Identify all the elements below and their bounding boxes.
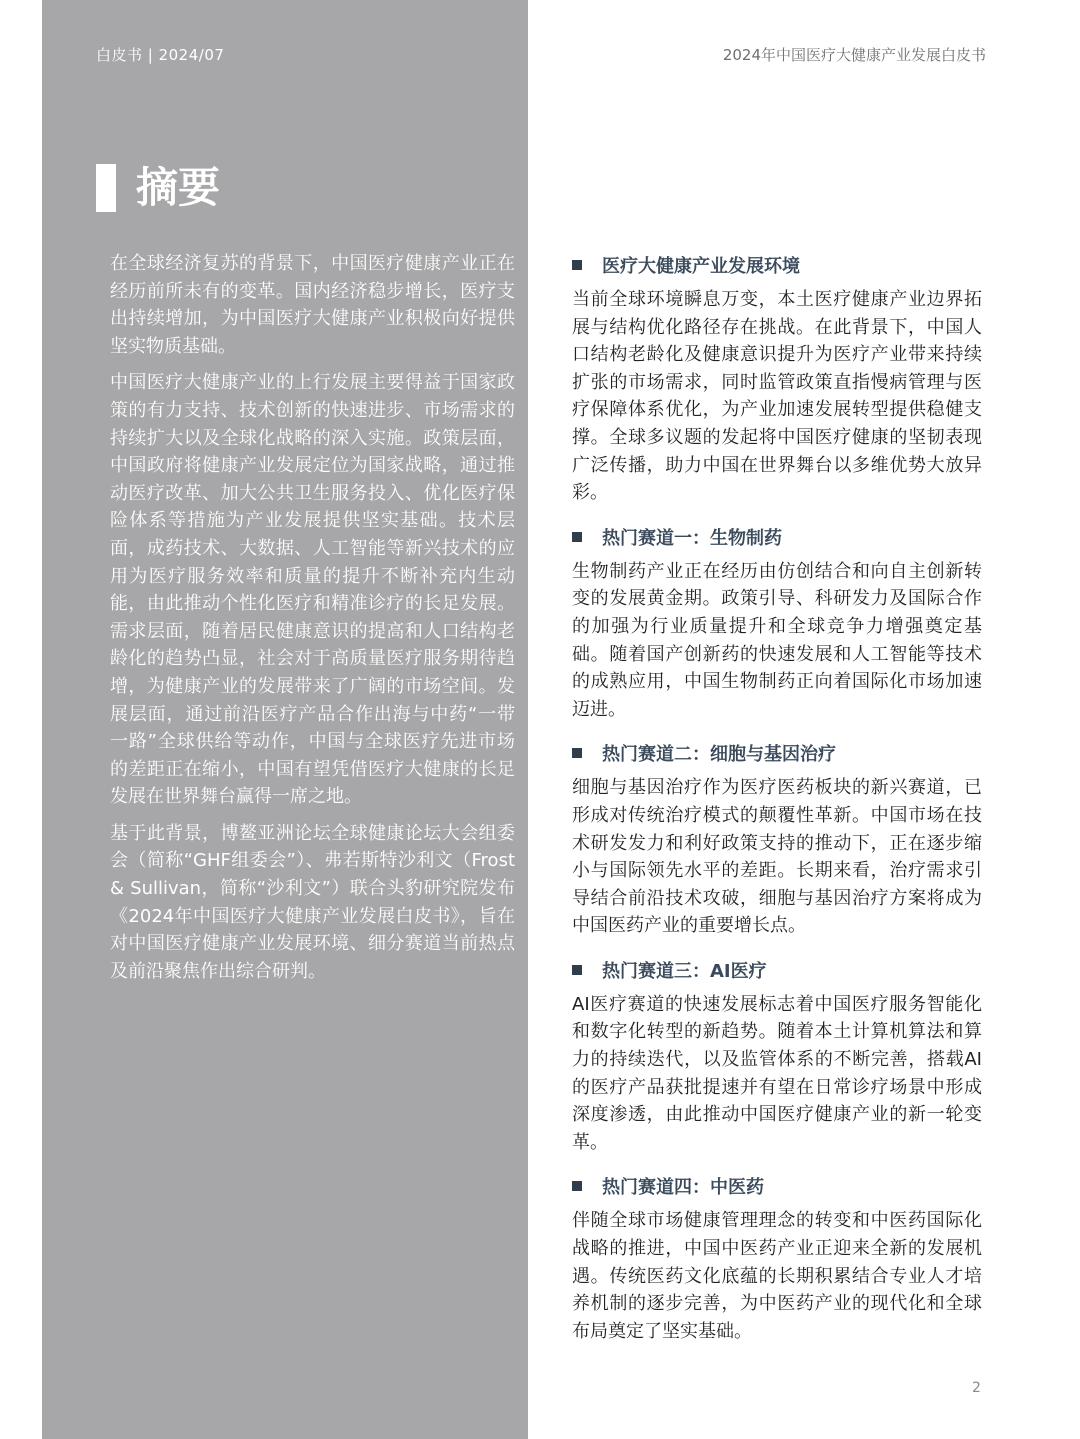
square-bullet-icon — [572, 1181, 582, 1191]
page-title-text: 摘要 — [136, 163, 221, 212]
square-bullet-icon — [572, 965, 582, 975]
section-body: 生物制药产业正在经历由仿创结合和向自主创新转变的发展黄金期。政策引导、科研发力及国际合作的加强为行业质量提升和全球竞争力增强奠定基础。随着国产创新药的快速发展和人工智能等技术的成熟应用，中国生物制药正向着国际化市场加速迈进。 — [572, 560, 982, 720]
square-bullet-icon — [572, 748, 582, 758]
section-heading — [572, 522, 982, 552]
section-heading — [572, 955, 982, 985]
section-title: 热门赛道三：AI医疗 — [602, 960, 767, 982]
section-body: AI医疗赛道的快速发展标志着中国医疗服务智能化和数字化转型的新趋势。随着本土计算机算法和算力的持续迭代，以及监管体系的不断完善，搭载AI的医疗产品获批提速并有望在日常诊疗场景中形成深度渗透，由此推动中国医疗健康产业的新一轮变革。 — [572, 993, 982, 1153]
title-bar-marker — [96, 164, 116, 212]
section-body: 伴随全球市场健康管理理念的转变和中医药国际化战略的推进，中国中医药产业正迎来全新的发展机遇。传统医药文化底蕴的长期积累结合专业人才培养机制的逐步完善，为中医药产业的现代化和全球布局奠定了坚实基础。 — [572, 1210, 982, 1342]
page-number: 2 — [972, 1380, 981, 1396]
summary-sections — [572, 250, 982, 1360]
intro-paragraph: 基于此背景，博鳌亚洲论坛全球健康论坛大会组委会（简称“GHF组委会”）、弗若斯特沙利文（Frost & Sullivan，简称“沙利文”）联合头豹研究院发布《2024年中国医疗大健康产业发展白皮书》，旨在对中国医疗健康产业发展环境、细分赛道当前热点及前沿聚焦作出综合研判。 — [110, 822, 515, 982]
page-title — [96, 160, 220, 216]
section-title: 医疗大健康产业发展环境 — [602, 256, 800, 277]
summary-intro — [110, 250, 515, 994]
section-heading — [572, 1171, 982, 1201]
header-doc-type-date: 白皮书 | 2024/07 — [96, 46, 225, 64]
section-heading — [572, 738, 982, 768]
intro-paragraph: 中国医疗大健康产业的上行发展主要得益于国家政策的有力支持、技术创新的快速进步、市场需求的持续扩大以及全球化战略的深入实施。政策层面，中国政府将健康产业发展定位为国家战略，通过推动医疗改革、加大公共卫生服务投入、优化医疗保险体系等措施为产业发展提供坚实基础。技术层面，成药技术、大数据、人工智能等新兴技术的应用为医疗服务效率和质量的提升不断补充内生动能，由此推动个性化医疗和精准诊疗的长足发展。需求层面，随着居民健康意识的提高和人口结构老龄化的趋势凸显，社会对于高质量医疗服务期待趋增，为健康产业的发展带来了广阔的市场空间。发展层面，通过前沿医疗产品合作出海与中药“一带一路”全球供给等动作，中国与全球医疗先进市场的差距正在缩小，中国有望凭借医疗大健康的长足发展在世界舞台赢得一席之地。 — [110, 372, 515, 808]
section-title: 热门赛道二：细胞与基因治疗 — [602, 744, 836, 766]
section-heading — [572, 250, 982, 280]
section-body: 当前全球环境瞬息万变，本土医疗健康产业边界拓展与结构优化路径存在挑战。在此背景下，中国人口结构老龄化及健康意识提升为医疗产业带来持续扩张的市场需求，同时监管政策直指慢病管理与医疗保障体系优化，为产业加速发展转型提供稳健支撑。全球多议题的发起将中国医疗健康的坚韧表现广泛传播，助力中国在世界舞台以多维优势大放异彩。 — [572, 289, 982, 504]
header-doc-title: 2024年中国医疗大健康产业发展白皮书 — [722, 46, 986, 64]
intro-paragraph: 在全球经济复苏的背景下，中国医疗健康产业正在经历前所未有的变革。国内经济稳步增长，医疗支出持续增加，为中国医疗大健康产业积极向好提供坚实物质基础。 — [110, 253, 515, 357]
square-bullet-icon — [572, 260, 582, 270]
square-bullet-icon — [572, 532, 582, 542]
section-title: 热门赛道一：生物制药 — [602, 527, 782, 549]
section-title: 热门赛道四：中医药 — [602, 1177, 764, 1199]
section-body: 细胞与基因治疗作为医疗医药板块的新兴赛道，已形成对传统治疗模式的颠覆性革新。中国市场在技术研发发力和利好政策支持的推动下，正在逐步缩小与国际领先水平的差距。长期来看，治疗需求引导结合前沿技术攻破，细胞与基因治疗方案将成为中国医药产业的重要增长点。 — [572, 777, 982, 937]
